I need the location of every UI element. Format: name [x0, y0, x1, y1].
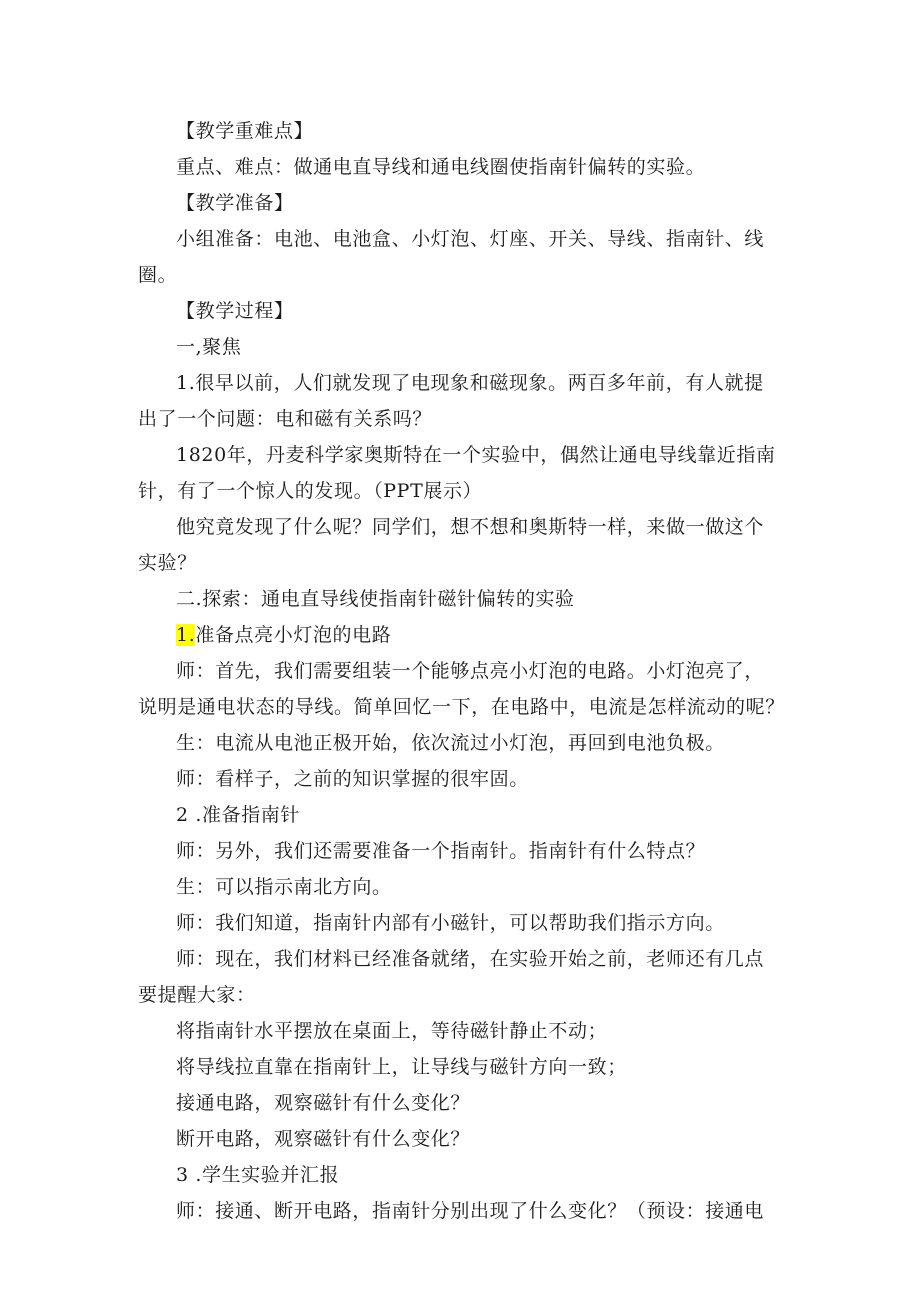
step-1-title-text: 准备点亮小灯泡的电路 — [195, 624, 392, 646]
focus-paragraph-1-line-1: 1.很早以前，人们就发现了电现象和磁现象。两百多年前，有人就提 — [176, 372, 764, 394]
heading-preparation: 【教学准备】 — [176, 192, 294, 214]
focus-paragraph-3-line-2: 实验？ — [138, 552, 197, 574]
teacher-line-4: 师：我们知道，指南针内部有小磁针，可以帮助我们指示方向。 — [176, 912, 725, 934]
instruction-2: 将导线拉直靠在指南针上，让导线与磁针方向一致； — [176, 1056, 627, 1078]
step-1-title — [138, 617, 798, 653]
instruction-1: 将指南针水平摆放在桌面上，等待磁针静止不动； — [176, 1020, 608, 1042]
teacher-line-2: 师：看样子，之前的知识掌握的很牢固。 — [176, 768, 529, 790]
instruction-3: 接通电路，观察磁针有什么变化？ — [176, 1092, 471, 1114]
section-explore-title: 二.探索：通电直导线使指南针磁针偏转的实验 — [176, 588, 575, 610]
teacher-line-5b: 要提醒大家： — [138, 984, 256, 1006]
student-line-2: 生：可以指示南北方向。 — [176, 876, 392, 898]
preparation-text-line-1: 小组准备：电池、电池盒、小灯泡、灯座、开关、导线、指南针、线 — [176, 228, 765, 250]
teacher-line-5a: 师：现在，我们材料已经准备就绪，在实验开始之前，老师还有几点 — [176, 948, 765, 970]
preparation-text-line-2: 圈。 — [138, 264, 178, 286]
heading-key-points: 【教学重难点】 — [176, 120, 314, 142]
teacher-line-1a: 师：首先，我们需要组装一个能够点亮小灯泡的电路。小灯泡亮了， — [176, 660, 765, 682]
student-line-1: 生：电流从电池正极开始，依次流过小灯泡，再回到电池负极。 — [176, 732, 725, 754]
teacher-line-1b: 说明是通电状态的导线。简单回忆一下，在电路中，电流是怎样流动的呢？ — [138, 696, 785, 718]
instruction-4: 断开电路，观察磁针有什么变化？ — [176, 1128, 471, 1150]
step-2-title: 2 .准备指南针 — [176, 804, 300, 826]
step-3-title: 3 .学生实验并汇报 — [176, 1164, 340, 1186]
focus-paragraph-3-line-1: 他究竟发现了什么呢？同学们，想不想和奥斯特一样，来做一做这个 — [176, 516, 765, 538]
heading-process: 【教学过程】 — [176, 300, 294, 322]
key-points-text: 重点、难点：做通电直导线和通电线圈使指南针偏转的实验。 — [176, 156, 706, 178]
focus-paragraph-2-line-1: 1820年，丹麦科学家奥斯特在一个实验中，偶然让通电导线靠近指南 — [176, 444, 776, 466]
highlighted-step-number: 1. — [176, 624, 196, 646]
section-focus-title: 一,聚焦 — [176, 336, 242, 358]
focus-paragraph-2-line-2: 针，有了一个惊人的发现。（PPT展示） — [138, 480, 483, 502]
teacher-line-3: 师：另外，我们还需要准备一个指南针。指南针有什么特点？ — [176, 840, 706, 862]
teacher-line-6: 师：接通、断开电路，指南针分别出现了什么变化？（预设：接通电 — [176, 1200, 765, 1222]
focus-paragraph-1-line-2: 出了一个问题：电和磁有关系吗？ — [138, 408, 433, 430]
document-body — [138, 113, 798, 1229]
